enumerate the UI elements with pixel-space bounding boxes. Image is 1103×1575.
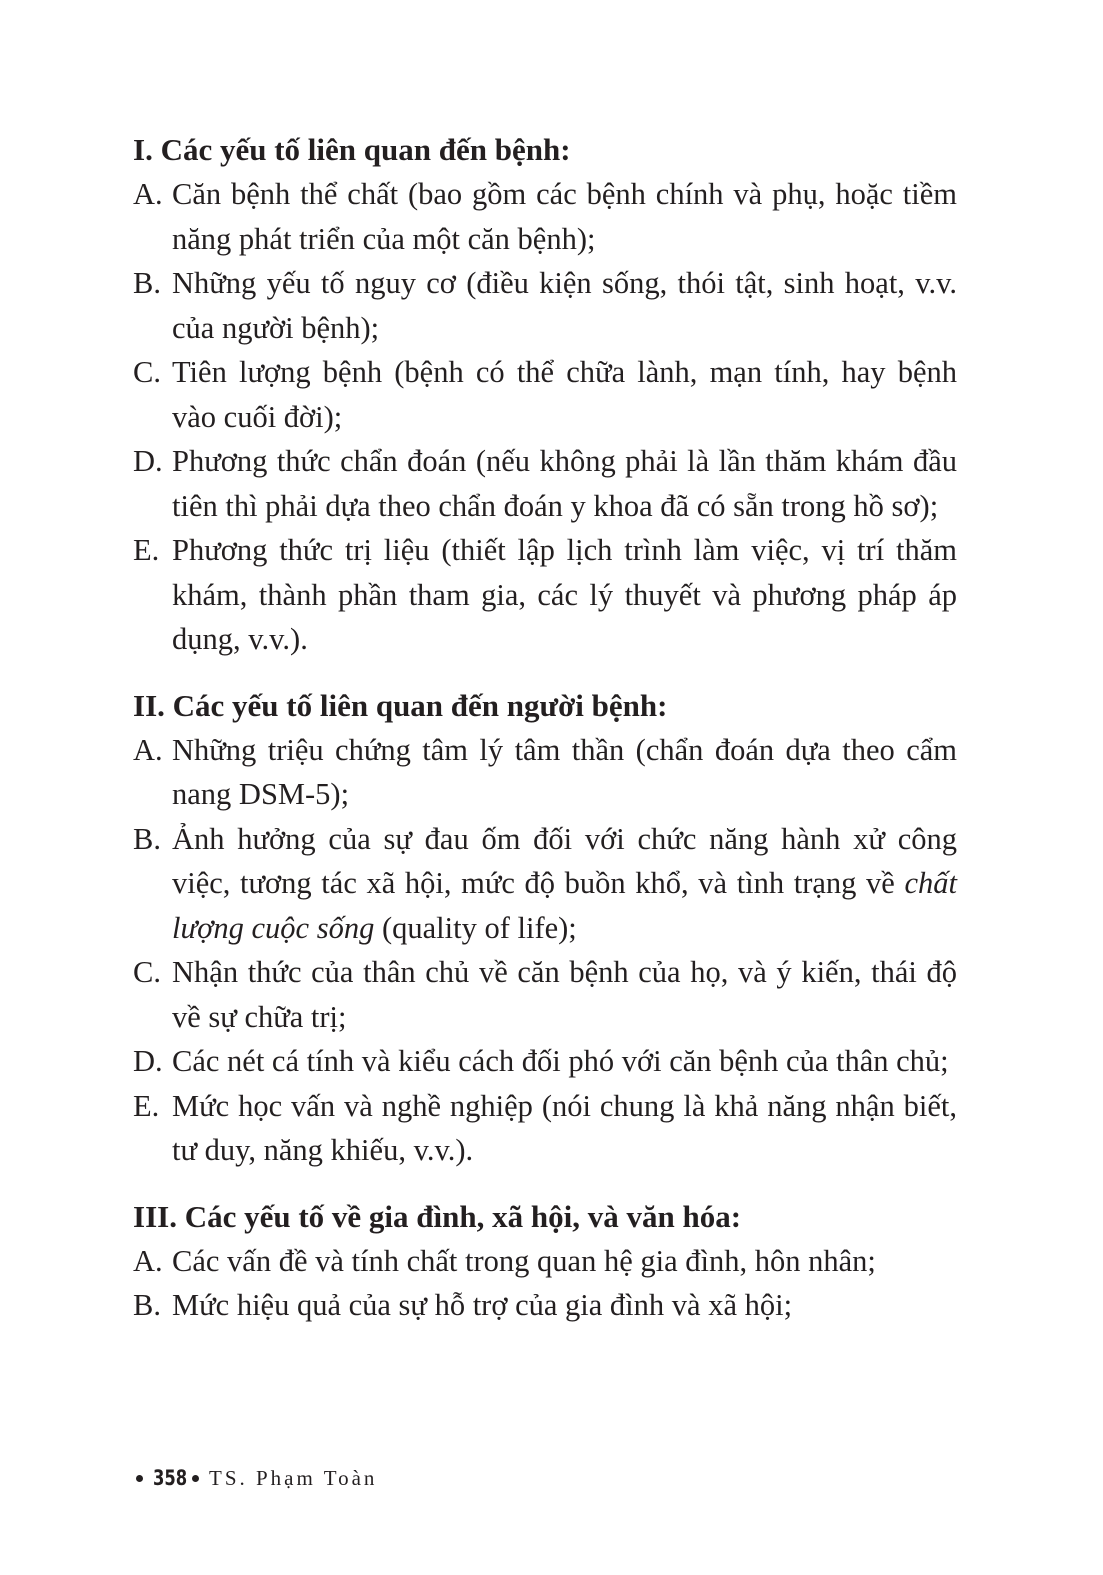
item-letter: D. [133, 444, 163, 478]
item-text: Mức học vấn và nghề nghiệp (nói chung là khả năng nhận biết, tư duy, năng khiếu, v.v.). [172, 1088, 957, 1167]
list-item [133, 528, 957, 662]
section-family-social-factors [133, 1195, 957, 1328]
item-text-italic: chất lượng cuộc sống [172, 866, 957, 945]
item-text: Những triệu chứng tâm lý tâm thần (chẩn đoán dựa theo cẩm nang DSM-5); [172, 732, 957, 811]
item-letter: E. [133, 533, 160, 567]
section-disease-factors [133, 128, 957, 662]
item-list [133, 1239, 957, 1328]
page-number: 358 [153, 1466, 188, 1490]
list-item [133, 1239, 957, 1284]
section-title: II. Các yếu tố liên quan đến người bệnh: [133, 687, 668, 723]
list-item [133, 1039, 957, 1084]
section-title: III. Các yếu tố về gia đình, xã hội, và văn hóa: [133, 1198, 742, 1234]
item-letter: A. [133, 1243, 163, 1278]
item-text-after: (quality of life); [374, 910, 577, 945]
list-item [133, 817, 957, 951]
item-letter: C. [133, 355, 161, 389]
item-text-main: Ảnh hưởng của sự đau ốm đối với chức năng hành xử công việc, tương tác xã hội, mức độ buồn khổ, và tình trạng về [172, 821, 957, 900]
list-item [133, 1084, 957, 1173]
item-text: Phương thức trị liệu (thiết lập lịch trình làm việc, vị trí thăm khám, thành phần tham gia, các lý thuyết và phương pháp áp dụng, v.v.). [172, 533, 957, 656]
item-text: Phương thức chẩn đoán (nếu không phải là lần thăm khám đầu tiên thì phải dựa theo chẩn đoán y khoa đã có sẵn trong hồ sơ); [172, 444, 957, 523]
item-list [133, 172, 957, 662]
section-title: I. Các yếu tố liên quan đến bệnh: [133, 132, 571, 167]
author-name: TS. Phạm Toàn [209, 1465, 378, 1490]
page-body [133, 128, 957, 1328]
bullet-icon [192, 1475, 199, 1482]
item-letter: B. [133, 821, 161, 856]
item-text [172, 817, 957, 951]
list-item [133, 172, 957, 261]
item-text: Những yếu tố nguy cơ (điều kiện sống, thói tật, sinh hoạt, v.v. của người bệnh); [172, 266, 957, 345]
item-text: Căn bệnh thể chất (bao gồm các bệnh chính và phụ, hoặc tiềm năng phát triển của một căn bệnh); [172, 177, 957, 256]
bullet-icon [136, 1475, 143, 1482]
item-text: Các nét cá tính và kiểu cách đối phó với căn bệnh của thân chủ; [172, 1044, 949, 1078]
item-letter: A. [133, 177, 163, 211]
page-footer [136, 1461, 377, 1495]
list-item [133, 439, 957, 528]
list-item [133, 350, 957, 439]
list-item [133, 261, 957, 350]
item-text: Các vấn đề và tính chất trong quan hệ gia đình, hôn nhân; [172, 1243, 876, 1278]
item-text: Tiên lượng bệnh (bệnh có thể chữa lành, mạn tính, hay bệnh vào cuối đời); [172, 355, 957, 434]
list-item [133, 950, 957, 1039]
item-letter: D. [133, 1044, 163, 1078]
item-letter: B. [133, 266, 161, 300]
item-list [133, 728, 957, 1173]
item-letter: C. [133, 955, 161, 989]
item-letter: B. [133, 1288, 161, 1322]
item-text: Nhận thức của thân chủ về căn bệnh của họ, và ý kiến, thái độ về sự chữa trị; [172, 955, 957, 1034]
list-item [133, 1283, 957, 1328]
section-patient-factors [133, 684, 957, 1173]
list-item [133, 728, 957, 817]
item-text: Mức hiệu quả của sự hỗ trợ của gia đình và xã hội; [172, 1288, 793, 1322]
item-letter: E. [133, 1088, 160, 1123]
item-letter: A. [133, 732, 163, 767]
